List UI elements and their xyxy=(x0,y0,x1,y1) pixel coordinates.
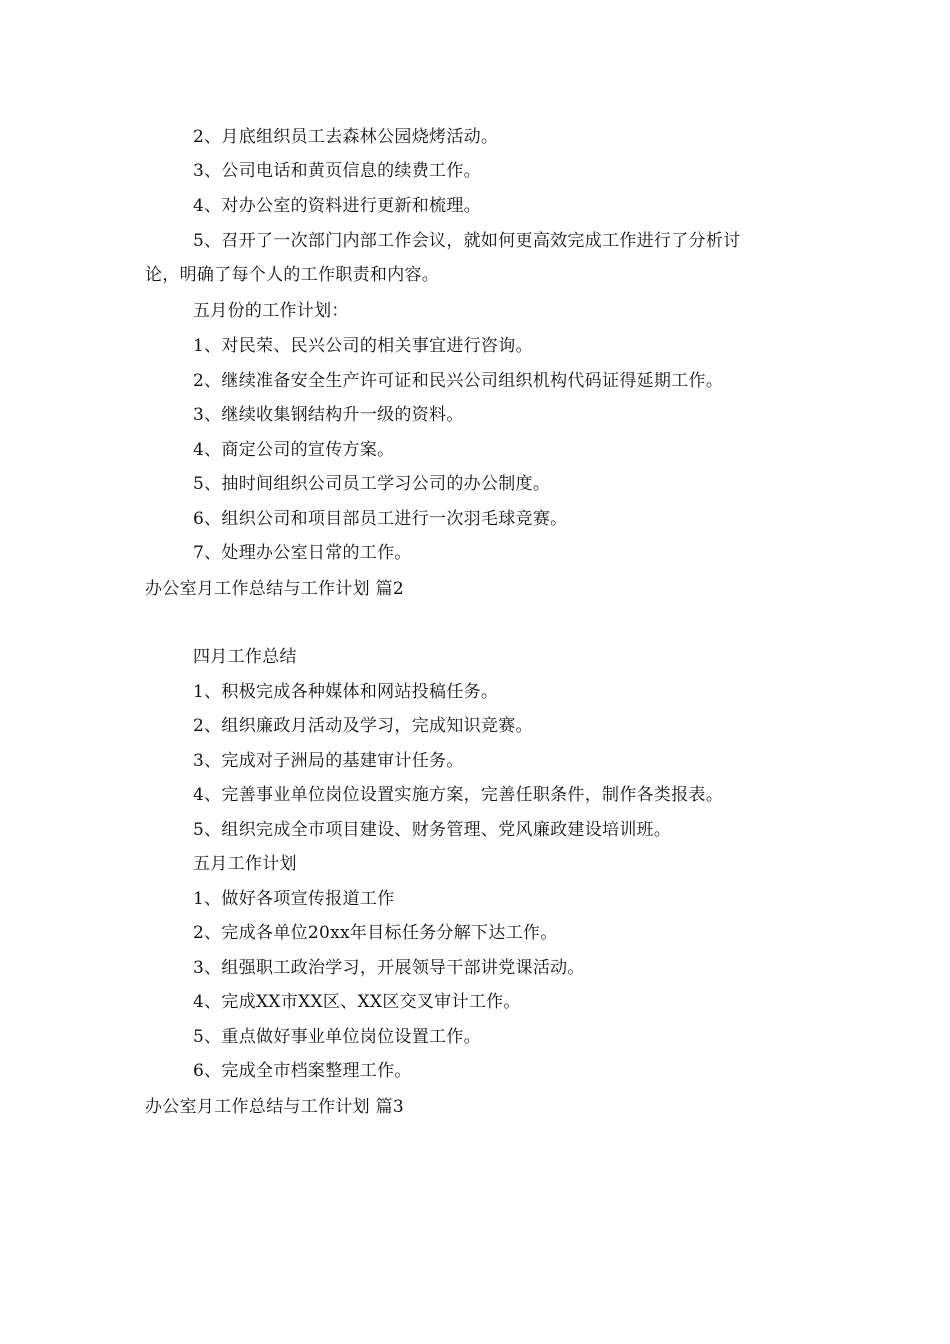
list-item: 1、对民荣、民兴公司的相关事宜进行咨询。 xyxy=(193,336,533,356)
list-item: 5、重点做好事业单位岗位设置工作。 xyxy=(193,1027,481,1047)
section-heading: 五月工作计划 xyxy=(193,854,297,874)
list-item: 5、抽时间组织公司员工学习公司的办公制度。 xyxy=(193,474,551,494)
list-item: 3、组强职工政治学习，开展领导干部讲党课活动。 xyxy=(193,958,585,978)
list-item: 2、完成各单位20xx年目标任务分解下达工作。 xyxy=(193,923,558,943)
list-item: 2、继续准备安全生产许可证和民兴公司组织机构代码证得延期工作。 xyxy=(193,371,724,391)
paragraph-line: 2、月底组织员工去森林公园烧烤活动。 xyxy=(193,127,499,147)
list-item: 2、组织廉政月活动及学习，完成知识竞赛。 xyxy=(193,716,533,736)
list-item: 1、积极完成各种媒体和网站投稿任务。 xyxy=(193,682,499,702)
list-item: 1、做好各项宣传报道工作 xyxy=(193,889,395,909)
list-item: 4、完成XX市XX区、XX区交叉审计工作。 xyxy=(193,992,521,1012)
list-item: 4、商定公司的宣传方案。 xyxy=(193,440,395,460)
article-title: 办公室月工作总结与工作计划 篇2 xyxy=(145,579,405,599)
list-item: 3、完成对子洲局的基建审计任务。 xyxy=(193,751,464,771)
section-heading: 五月份的工作计划： xyxy=(193,301,349,321)
list-item: 5、组织完成全市项目建设、财务管理、党风廉政建设培训班。 xyxy=(193,820,672,840)
paragraph-line: 论，明确了每个人的工作职责和内容。 xyxy=(145,265,440,285)
paragraph-line: 3、公司电话和黄页信息的续费工作。 xyxy=(193,161,481,181)
paragraph-line: 4、对办公室的资料进行更新和梳理。 xyxy=(193,196,481,216)
paragraph-line: 5、召开了一次部门内部工作会议，就如何更高效完成工作进行了分析讨 xyxy=(193,231,741,251)
list-item: 6、完成全市档案整理工作。 xyxy=(193,1061,412,1081)
list-item: 7、处理办公室日常的工作。 xyxy=(193,543,412,563)
article-title: 办公室月工作总结与工作计划 篇3 xyxy=(145,1097,405,1117)
list-item: 4、完善事业单位岗位设置实施方案，完善任职条件，制作各类报表。 xyxy=(193,785,724,805)
list-item: 6、组织公司和项目部员工进行一次羽毛球竞赛。 xyxy=(193,509,568,529)
list-item: 3、继续收集钢结构升一级的资料。 xyxy=(193,405,464,425)
section-heading: 四月工作总结 xyxy=(193,647,297,667)
